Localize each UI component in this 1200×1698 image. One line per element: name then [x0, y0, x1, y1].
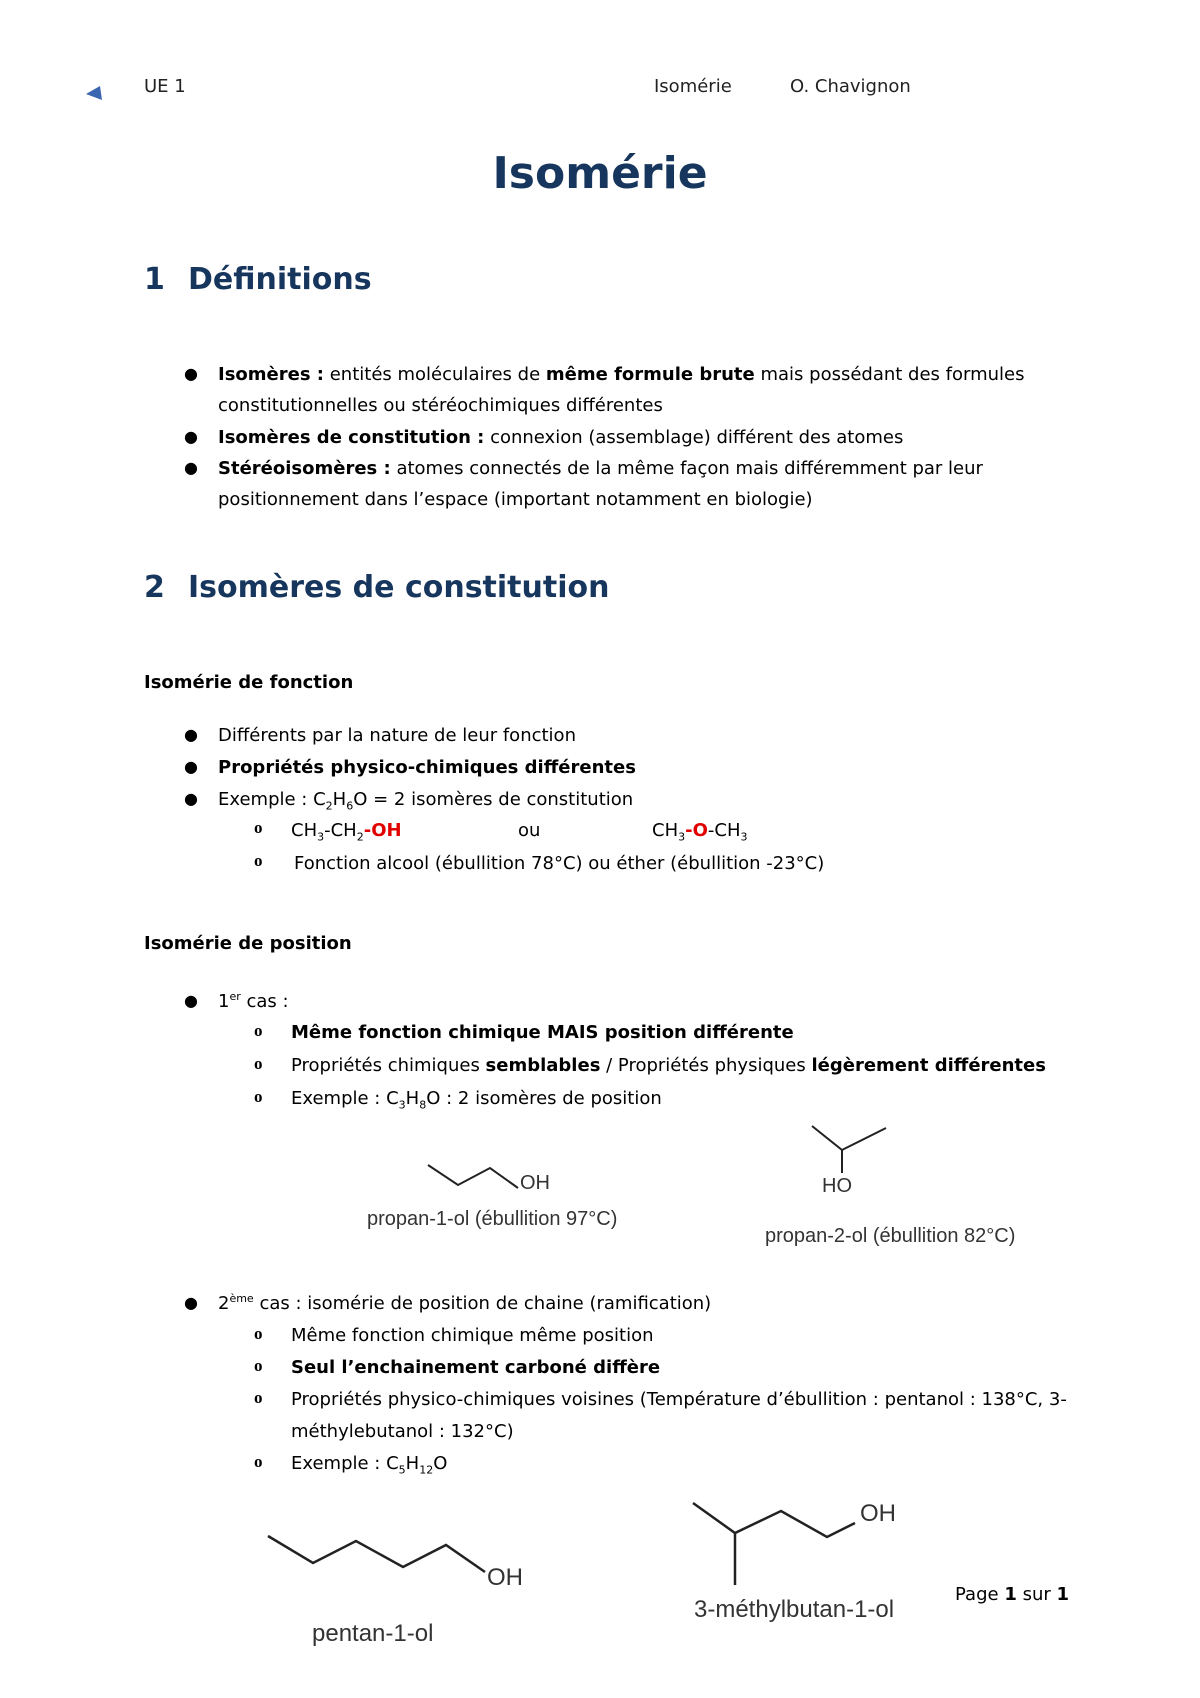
pentan-1-ol-oh: OH [487, 1564, 523, 1591]
fonction-point-3: Exemple : $C_2H_6O = 2$ isomères de constitution [218, 789, 634, 813]
sub-bullet-icon: o [254, 1087, 263, 1106]
propan-2-ol-label: propan-2-ol (ébullition 82°C) [765, 1225, 1016, 1247]
pentan-1-ol-label: pentan-1-ol [312, 1620, 434, 1647]
section-1-heading [144, 262, 372, 297]
sub-bullet-icon: o [254, 1356, 263, 1375]
header-left: UE 1 [144, 76, 186, 97]
propan-1-ol-oh: OH [520, 1172, 550, 1194]
bullet-icon: ● [184, 991, 198, 1010]
case-2-point-a: Même fonction chimique même position [291, 1325, 654, 1346]
header-right: O. Chavignon [790, 76, 911, 97]
header-middle: Isomérie [654, 76, 732, 97]
3-methylbutan-1-ol-structure [685, 1495, 875, 1590]
case-1-point-b: Propriétés chimiques semblables / Propriétés physiques légèrement différentes [291, 1055, 1046, 1076]
page-number: Page 1 sur 1 [955, 1584, 1070, 1605]
formula-ethanol: $CH_3-CH_2-OH$ [291, 820, 402, 844]
document-title: Isomérie [492, 148, 708, 199]
bullet-icon: ● [184, 1293, 198, 1312]
fonction-point-2: Propriétés physico-chimiques différentes [218, 757, 636, 778]
definition-isomeres-line2: constitutionnelles ou stéréochimiques différentes [218, 395, 663, 416]
pentan-1-ol-structure [260, 1520, 510, 1600]
definition-stereoisomeres-line2: positionnement dans l’espace (important notamment en biologie) [218, 489, 813, 510]
propan-1-ol-label: propan-1-ol (ébullition 97°C) [367, 1208, 618, 1230]
propan-2-ol-ho: HO [822, 1175, 852, 1197]
bullet-icon: ● [184, 364, 198, 383]
sub-bullet-icon: o [254, 1054, 263, 1073]
header-marker-icon [86, 86, 102, 100]
case-2-point-b: Seul l’enchainement carboné diffère [291, 1357, 661, 1378]
propan-2-ol-structure [800, 1118, 910, 1188]
bullet-icon: ● [184, 458, 198, 477]
definition-constitution: Isomères de constitution : connexion (assemblage) différent des atomes [218, 427, 904, 448]
section-title: Isomères de constitution [188, 570, 610, 605]
case-2-point-d: Exemple : $C_5H_{12}O$ [291, 1453, 448, 1477]
3-methylbutan-1-ol-oh: OH [860, 1500, 896, 1527]
case-2-point-c: Propriétés physico-chimiques voisines (Température d’ébullition : pentanol : 138°C, 3- [291, 1389, 1067, 1410]
fonction-point-1: Différents par la nature de leur fonction [218, 725, 576, 746]
sub-bullet-icon: o [254, 851, 263, 870]
case-1-label: 1er cas : [218, 990, 289, 1012]
formula-ether: $CH_3-O-CH_3$ [652, 820, 748, 844]
subheading-position: Isomérie de position [144, 933, 352, 954]
formula-or: ou [518, 820, 541, 841]
3-methylbutan-1-ol-label: 3-méthylbutan-1-ol [694, 1596, 895, 1623]
subheading-fonction: Isomérie de fonction [144, 672, 354, 693]
case-2-point-c-line2: méthylebutanol : 132°C) [291, 1421, 514, 1442]
sub-bullet-icon: o [254, 1388, 263, 1407]
sub-bullet-icon: o [254, 1324, 263, 1343]
sub-bullet-icon: o [254, 1452, 263, 1471]
fonction-note: Fonction alcool (ébullition 78°C) ou éther (ébullition -23°C) [294, 853, 825, 874]
sub-bullet-icon: o [254, 1021, 263, 1040]
section-2-heading [144, 570, 609, 605]
definition-stereoisomeres: Stéréoisomères : atomes connectés de la même façon mais différemment par leur [218, 458, 983, 479]
case-2-label: 2ème cas : isomérie de position de chaine (ramification) [218, 1292, 712, 1314]
case-1-point-c: Exemple : $C_3H_8O$ : 2 isomères de position [291, 1088, 662, 1112]
bullet-icon: ● [184, 427, 198, 446]
section-title: Définitions [188, 262, 372, 297]
sub-bullet-icon: o [254, 818, 263, 837]
definition-isomeres: Isomères : entités moléculaires de même formule brute mais possédant des formules [218, 364, 1025, 385]
bullet-icon: ● [184, 757, 198, 776]
case-1-point-a: Même fonction chimique MAIS position différente [291, 1022, 794, 1043]
bullet-icon: ● [184, 789, 198, 808]
section-number: 2 [144, 570, 165, 605]
section-number: 1 [144, 262, 165, 297]
bullet-icon: ● [184, 725, 198, 744]
